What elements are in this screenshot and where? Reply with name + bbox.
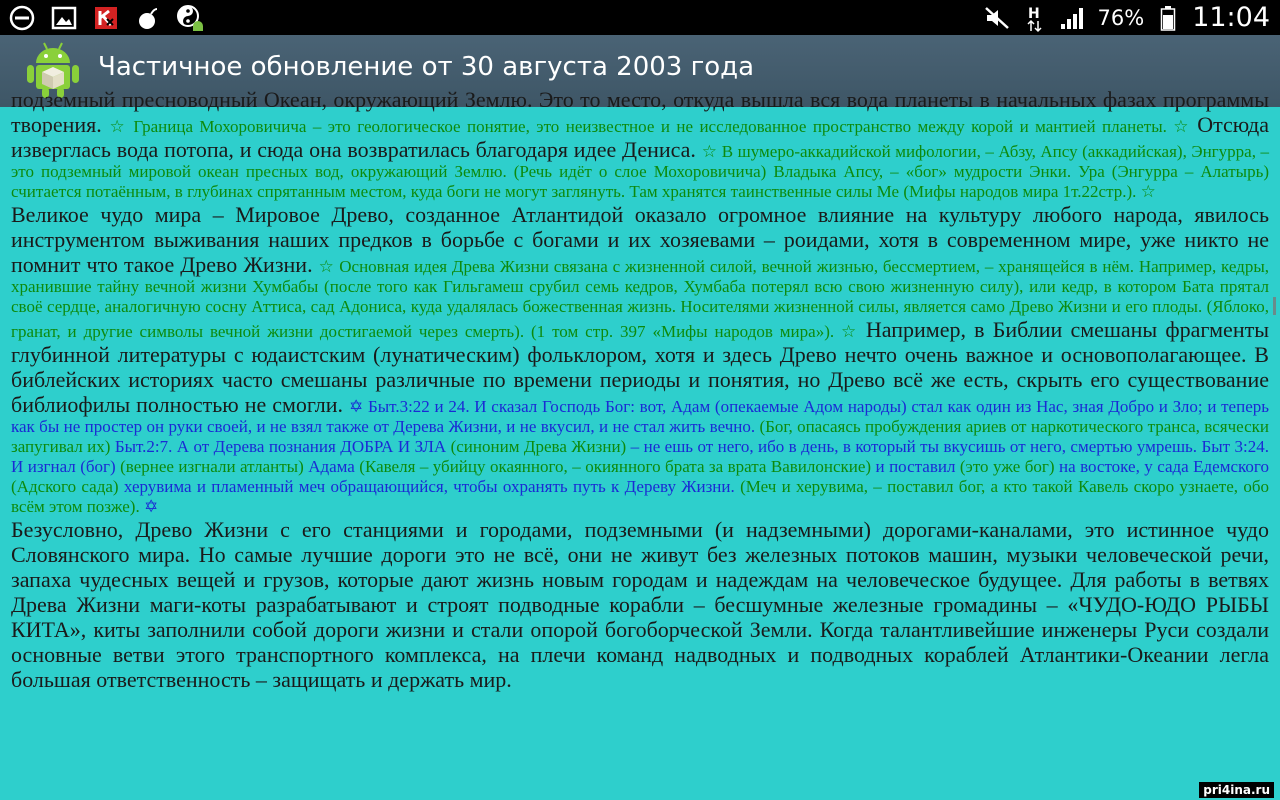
notification-icons (8, 4, 204, 32)
green-note: (Бог, опасаясь пробуждения ариев от наркотического транса, всячески запугивал их) (11, 417, 1269, 456)
green-note: ☆ В шумеро-аккадийской мифологии, – Абзу, Апсу (аккадийская), Энгурра, – это подземный мировой океан пресных вод, окружающий Землю. (Речь идёт о слое Мохоровичича) Владыка Апсу, – «бог» мудрости Энки. Ура (Энгурра – Алатырь) считается потаённым, в глубинах спрятанным местом, куда боги не могут заглянуть. Там хранятся таинственные силы Ме (Мифы народов мира 1т.22стр.). ☆ (11, 142, 1269, 201)
article-scroll-view[interactable] (11, 87, 1270, 800)
scrollbar-thumb[interactable] (1273, 297, 1276, 315)
green-note: ☆ Граница Мохоровичича – это геологическое понятие, это неизвестное и не исследованное пространство между корой и мантией планеты. ☆ (109, 117, 1198, 136)
article-paragraph-2 (11, 202, 1269, 517)
bible-quote: – не ешь от него, ибо в день, в который ты вкусишь от него, смертью умрешь. Быт 3:24. И изгнал (бог) (11, 437, 1269, 476)
main-text: Например, в Библии смешаны фрагменты глубинной литературы с юдаистским (лунатическим) фольклором, хотя и здесь Древо нечто очень важное и основополагающее. В библейских историях часто смешаны различные по времени периоды и понятия, но Древо всё же есть, скрыть его существование библиофилы полностью не смогли. (11, 317, 1269, 417)
yin-yang-android-icon (176, 4, 204, 32)
star-of-david-icon: ✡ (143, 497, 159, 516)
mute-icon (983, 4, 1011, 32)
watermark: pri4ina.ru (1199, 782, 1274, 798)
green-note: (это уже бог) (959, 457, 1060, 476)
article-paragraph-1 (11, 87, 1269, 202)
green-note: (Меч и херувима, – поставил бог, а кто такой Кавель скоро узнаете, обо всём этом позже). (11, 477, 1270, 516)
bible-quote: Адама (308, 457, 360, 476)
bible-quote: на востоке, у сада Едемского (1059, 457, 1269, 476)
gallery-icon (50, 4, 78, 32)
green-note: (синоним Древа Жизни) (450, 437, 631, 456)
main-text: Отсюда изверглась вода потопа, и сюда она возвратилась благодаря идее Дениса. (11, 112, 1269, 162)
page-title: Частичное обновление от 30 августа 2003 года (98, 52, 755, 82)
green-note: (Кавеля – убийцу окаянного, – окиянного брата за врата Вавилонские) (359, 457, 876, 476)
battery-percent (1097, 6, 1144, 30)
green-note: (Адского сада) (11, 477, 124, 496)
clock: 11:04 (1192, 2, 1270, 33)
network-h-icon (1021, 4, 1049, 32)
battery-percent-value: 76 (1097, 5, 1125, 30)
signal-icon (1059, 4, 1087, 32)
battery-icon (1154, 4, 1182, 32)
network-h-label: H (1028, 5, 1041, 22)
article-body (11, 87, 1269, 692)
bible-quote: херувима и пламенный меч обращающийся, чтобы охранять путь к Дереву Жизни. (123, 477, 741, 496)
green-note: (вернее изгнали атланты) (120, 457, 309, 476)
kaspersky-icon (92, 4, 120, 32)
status-bar (0, 0, 1280, 35)
bible-quote: Быт.2:7. А от Дерева познания ДОБРА И ЗЛА (114, 437, 451, 456)
main-text: Великое чудо мира – Мировое Древо, созданное Атлантидой оказало огромное влияние на культуру любого народа, явилось инструментом выживания наших предков в борьбе с богами и их хозяевами – роидами, хотя в современном мире, уже никто не помнит что такое Древо Жизни. (11, 202, 1269, 277)
bible-quote: ✡ Быт.3:22 и 24. И сказал Господь Бог: вот, Адам (опекаемые Адом народы) стал как один из Нас, зная Добро и Зло; и теперь как бы не простер он руки своей, и не взял также от Дерева Жизни, и не вкусил, и не стал жить вечно. (11, 397, 1270, 436)
article-paragraph-3 (11, 517, 1269, 692)
green-note: ☆ Основная идея Древа Жизни связана с жизненной силой, вечной жизнью, бессмертием, – хранящейся в нём. Например, кедры, хранившие тайну вечной жизни Хумбабы (после того как Гильгамеш срубил семь кедров, Хумбаба потерял всю свою жизненную силу), или кедр, в котором Бата прятал своё сердце, аналогичную сосну Аттиса, сад Адониса, куда удалялась божественная жизнь. Носителями жизненной силы, является само Древо Жизни и его плоды. (Яблоко, гранат, и другие символы вечной жизни достигаемой через смерть). (1 том стр. 397 «Мифы народов мира»). ☆ (11, 257, 1269, 341)
main-text: Безусловно, Древо Жизни с его станциями и городами, подземными (и надземными) дорогами-каналами, это истинное чудо Словянского мира. Но самые лучшие дороги это не всё, они не живут без железных потоков машин, музыки человеческой речи, запаха чудесных вещей и грузов, которые дают жизнь новым городам и надеждам на человеческое будущее. Для работы в ветвях Древа Жизни маги-коты разрабатывают и строят подводные корабли – бесшумные железные громадины – «ЧУДО-ЮДО РЫБЫ КИТА», киты заполнили собой дороги жизни и стали опорой богоборческой Земли. Когда талантливейшие инженеры Руси создали основные ветви этого транспортного комплекса, на плечи команд надводных и подводных кораблей Атлантики-Океании легла большая ответственность – защищать и держать мир. (11, 517, 1269, 692)
battery-percent-sign: % (1124, 5, 1145, 30)
bible-quote: и поставил (875, 457, 960, 476)
main-text: подземный пресноводный Океан, окружающий Землю. Это то место, откуда вышла вся вода планеты в начальных фазах программы творения. (11, 87, 1269, 137)
system-icons (983, 0, 1270, 35)
block-icon (8, 4, 36, 32)
bomb-icon (134, 4, 162, 32)
